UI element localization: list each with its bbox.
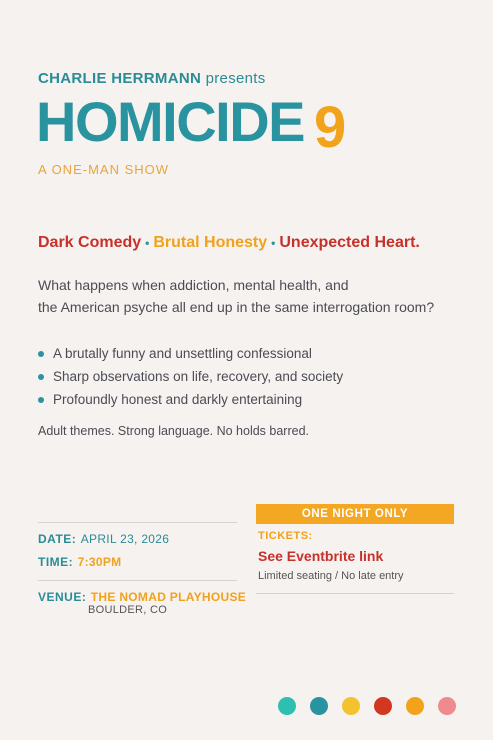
time-value: 7:30PM: [77, 555, 122, 569]
tagline-item-2: Brutal Honesty: [153, 234, 268, 251]
presenter-line: [38, 70, 266, 87]
feature-item: [38, 365, 343, 388]
feature-item: [38, 342, 343, 365]
red-dot: [374, 697, 392, 715]
title-number: 9: [314, 95, 347, 160]
tickets-label: TICKETS:: [258, 530, 313, 542]
show-subtitle: A ONE-MAN SHOW: [38, 162, 170, 177]
time-row: [38, 553, 121, 571]
feature-item: [38, 388, 343, 411]
eventbrite-link[interactable]: See Eventbrite link: [258, 548, 384, 564]
venue-label: VENUE:: [38, 590, 87, 604]
intro-line-1: What happens when addiction, mental health, and: [38, 277, 349, 293]
tickets-note: Limited seating / No late entry: [258, 570, 404, 582]
tagline-item-3: Unexpected Heart.: [279, 234, 420, 251]
feature-text: Profoundly honest and darkly entertaining: [53, 392, 303, 407]
tagline: [38, 234, 420, 252]
show-title: [36, 92, 346, 160]
bullet-dot-icon: [38, 397, 44, 403]
time-label: TIME:: [38, 555, 74, 569]
bullet-dot-icon: [38, 374, 44, 380]
intro-paragraph: [38, 274, 468, 318]
divider: [256, 593, 454, 594]
title-text: HOMICIDE: [36, 90, 304, 153]
presenter-name: CHARLIE HERRMANN: [38, 70, 202, 87]
presents-word: presents: [205, 70, 266, 87]
decorative-dots: [278, 697, 456, 715]
one-night-banner: ONE NIGHT ONLY: [256, 504, 454, 524]
feature-list: [38, 342, 343, 411]
date-label: DATE:: [38, 532, 77, 546]
tagline-separator-dot: •: [271, 236, 276, 250]
pink-dot: [438, 697, 456, 715]
venue-name: THE NOMAD PLAYHOUSE: [90, 590, 247, 604]
orange-dot: [406, 697, 424, 715]
divider: [38, 580, 237, 581]
tagline-separator-dot: •: [145, 236, 150, 250]
content-warning: Adult themes. Strong language. No holds barred.: [38, 424, 310, 438]
bullet-dot-icon: [38, 351, 44, 357]
feature-text: A brutally funny and unsettling confessional: [53, 346, 312, 361]
teal-dot: [310, 697, 328, 715]
teal-light-dot: [278, 697, 296, 715]
yellow-dot: [342, 697, 360, 715]
venue-city: BOULDER, CO: [88, 604, 168, 616]
tagline-item-1: Dark Comedy: [38, 234, 142, 251]
date-row: [38, 530, 169, 548]
divider: [38, 522, 237, 523]
feature-text: Sharp observations on life, recovery, and society: [53, 369, 344, 384]
date-value: APRIL 23, 2026: [80, 532, 170, 546]
intro-line-2: the American psyche all end up in the same interrogation room?: [38, 299, 435, 315]
